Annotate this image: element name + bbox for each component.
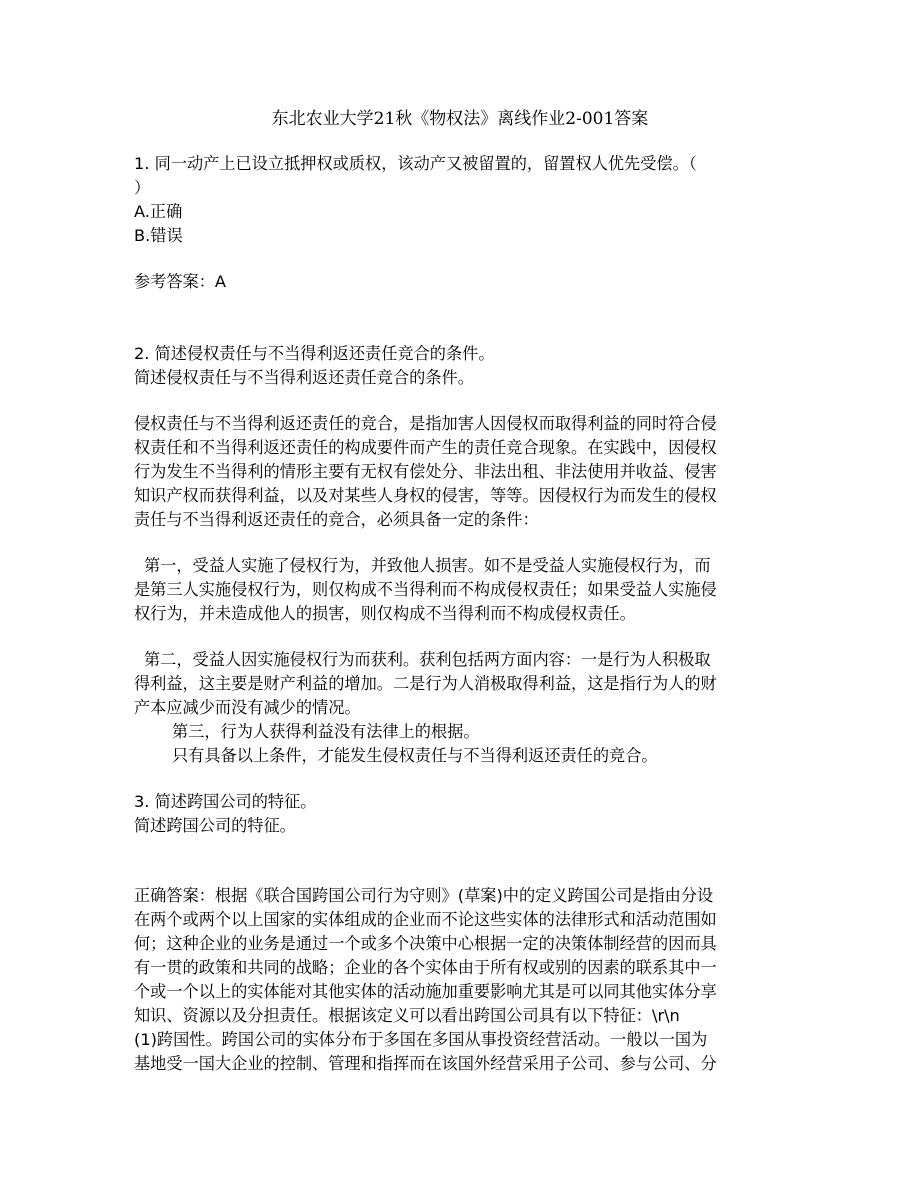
q3-answer-line: 有一贯的政策和共同的战略；企业的各个实体由于所有权或别的因素的联系其中一 (134, 958, 717, 977)
q2-intro-line: 侵权责任与不当得利返还责任的竞合，是指加害人因侵权而取得利益的同时符合侵 (134, 414, 717, 433)
q3-answer-line: 基地受一国大企业的控制、管理和指挥而在该国外经营采用子公司、参与公司、分 (134, 1054, 717, 1073)
q2-restatement: 简述侵权责任与不当得利返还责任竞合的条件。 (134, 368, 474, 387)
q2-third-condition: 第三，行为人获得利益没有法律上的根据。 (172, 722, 480, 741)
q2-intro-line: 行为发生不当得利的情形主要有无权有偿处分、非法出租、非法使用并收益、侵害 (134, 462, 717, 481)
q2-intro-line: 权责任和不当得利返还责任的构成要件而产生的责任竞合现象。在实践中，因侵权 (134, 438, 717, 457)
q3-restatement: 简述跨国公司的特征。 (134, 816, 296, 835)
document-body (134, 152, 789, 1076)
q2-first-condition-line: 第一，受益人实施了侵权行为，并致他人损害。如不是受益人实施侵权行为，而 (144, 556, 711, 575)
q3-stem: 3. 简述跨国公司的特征。 (134, 792, 317, 811)
q1-stem-line-1: 1. 同一动产上已设立抵押权或质权，该动产又被留置的，留置权人优先受偿。（ (134, 154, 697, 173)
q2-intro-line: 知识产权而获得利益，以及对某些人身权的侵害，等等。因侵权行为而发生的侵权 (134, 486, 717, 505)
q3-answer-line: 何；这种企业的业务是通过一个或多个决策中心根据一定的决策体制经营的因而具 (134, 934, 717, 953)
q2-intro-line: 责任与不当得利返还责任的竞合，必须具备一定的条件： (134, 510, 539, 529)
q1-stem-line-2: ） (134, 178, 151, 197)
document-title: 东北农业大学21秋《物权法》离线作业2-001答案 (271, 109, 649, 129)
q2-second-condition-line: 第二，受益人因实施侵权行为而获利。获利包括两方面内容：一是行为人积极取 (144, 650, 711, 669)
q1-option-b: B.错误 (134, 226, 183, 245)
q2-stem: 2. 简述侵权责任与不当得利返还责任竞合的条件。 (134, 344, 495, 363)
q1-answer: 参考答案：A (134, 272, 227, 291)
q3-answer-line: 个或一个以上的实体能对其他实体的活动施加重要影响尤其是可以同其他实体分享 (134, 982, 717, 1001)
q2-first-condition-line: 是第三人实施侵权行为，则仅构成不当得利而不构成侵权责任；如果受益人实施侵 (134, 580, 717, 599)
q2-conclusion: 只有具备以上条件，才能发生侵权责任与不当得利返还责任的竞合。 (172, 746, 658, 765)
q2-second-condition-line: 得利益，这主要是财产利益的增加。二是行为人消极取得利益，这是指行为人的财 (134, 674, 717, 693)
q1-option-a: A.正确 (134, 202, 183, 221)
q2-first-condition-line: 权行为，并未造成他人的损害，则仅构成不当得利而不构成侵权责任。 (134, 604, 636, 623)
q3-answer-line: (1)跨国性。跨国公司的实体分布于多国在多国从事投资经营活动。一般以一国为 (134, 1030, 708, 1049)
q3-answer-line: 在两个或两个以上国家的实体组成的企业而不论这些实体的法律形式和活动范围如 (134, 910, 717, 929)
q3-answer-line: 正确答案：根据《联合国跨国公司行为守则》(草案)中的定义跨国公司是指由分设 (134, 886, 714, 905)
q3-answer-line: 知识、资源以及分担责任。根据该定义可以看出跨国公司具有以下特征：\r\n (134, 1006, 680, 1025)
q2-second-condition-line: 产本应减少而没有减少的情况。 (134, 698, 361, 717)
